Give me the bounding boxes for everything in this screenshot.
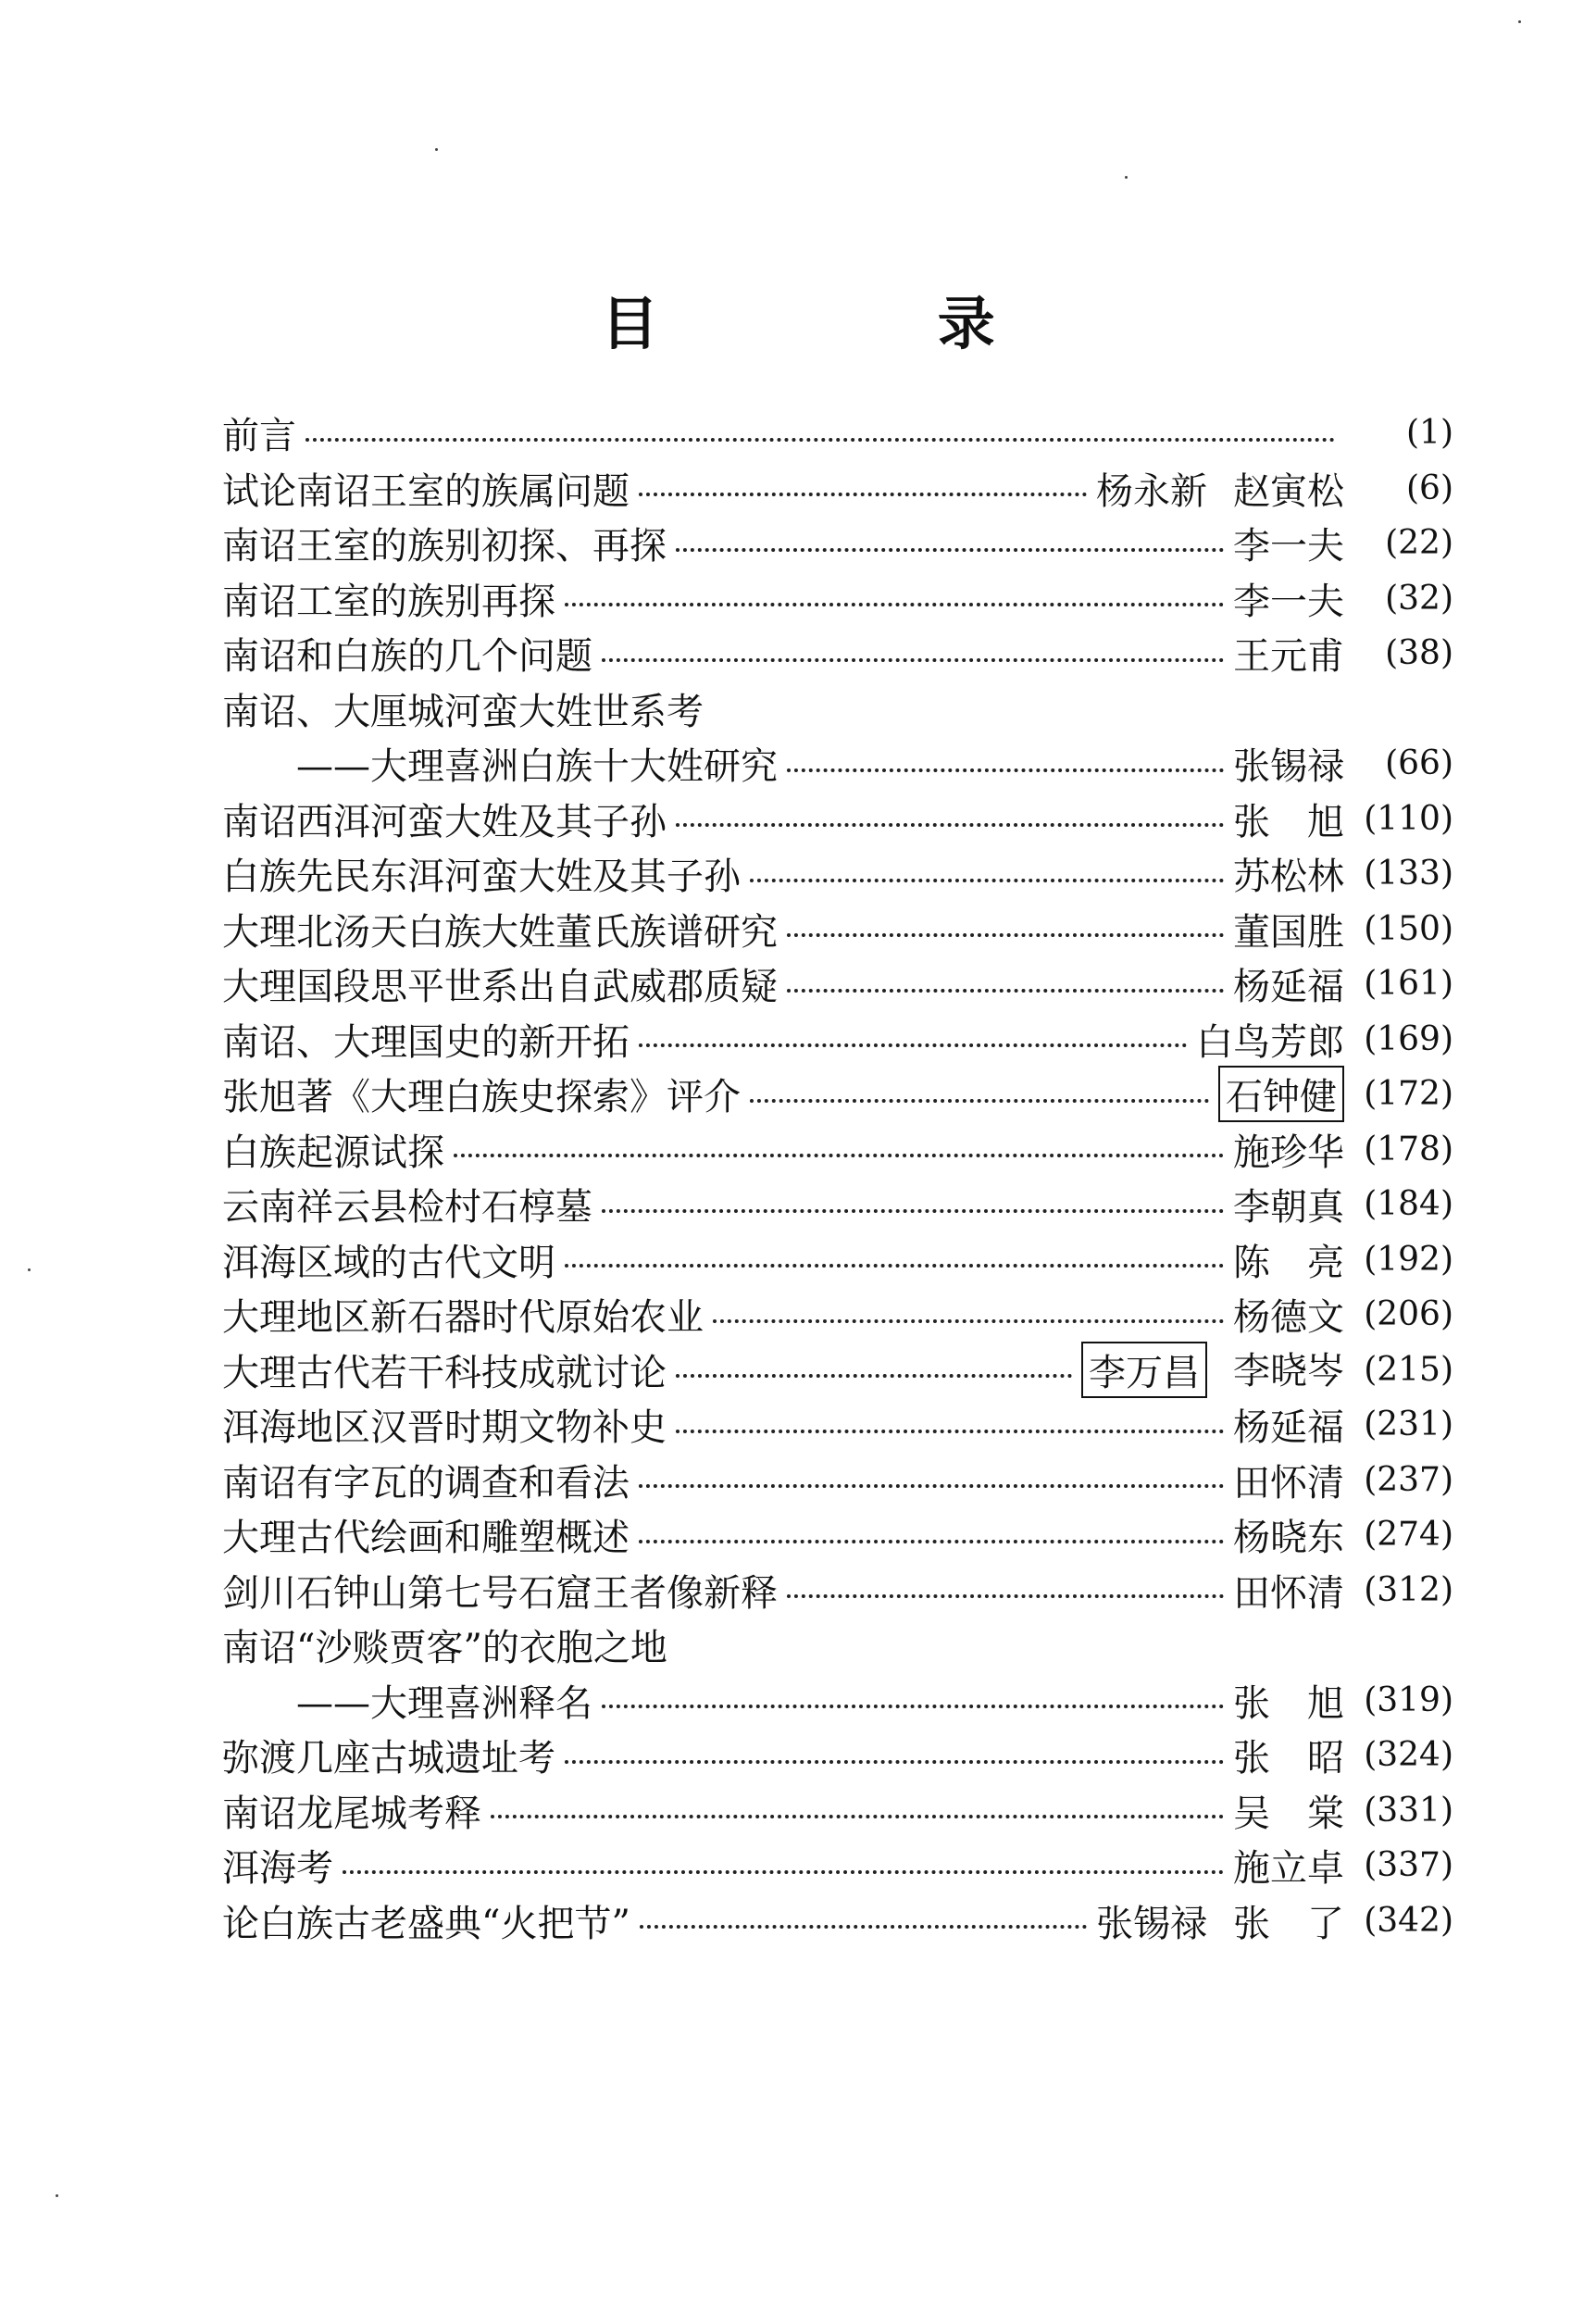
toc-entry-authors bbox=[1233, 572, 1344, 625]
author-name: 赵寅松 bbox=[1233, 469, 1344, 513]
toc-entry-title: 大理地区新石器时代原始农业 bbox=[222, 1296, 704, 1340]
toc-entry-title: 南诏、大理国史的新开拓 bbox=[222, 1020, 630, 1064]
dot-leader bbox=[602, 656, 1224, 662]
author-name: 杨晓东 bbox=[1233, 1517, 1344, 1560]
dot-leader bbox=[787, 987, 1224, 993]
dot-leader bbox=[639, 1538, 1224, 1543]
toc-entry[interactable] bbox=[222, 461, 1453, 517]
toc-entry-title: 大理北汤天白族大姓董氏族谱研究 bbox=[222, 910, 778, 954]
toc-entry[interactable] bbox=[222, 1563, 1453, 1618]
author-name: 田怀清 bbox=[1233, 1571, 1344, 1615]
page-number: (66) bbox=[1385, 744, 1453, 783]
toc-entry-title: 大理古代绘画和雕塑概述 bbox=[222, 1517, 630, 1560]
toc-entry-authors bbox=[1233, 903, 1344, 956]
page-number: (342) bbox=[1364, 1901, 1453, 1940]
toc-entry-authors bbox=[1233, 517, 1344, 569]
toc-entry[interactable] bbox=[222, 792, 1453, 847]
toc-entry-title: 南诏龙尾城考释 bbox=[222, 1792, 481, 1835]
toc-entry-authors bbox=[1233, 1508, 1344, 1561]
toc-entry-title: 南诏工室的族别再探 bbox=[222, 580, 555, 623]
toc-entry-title: 南诏、大厘城河蛮大姓世系考 bbox=[222, 690, 704, 733]
dot-leader bbox=[565, 601, 1224, 606]
author-name: 杨永新 bbox=[1096, 469, 1207, 513]
toc-entry-authors bbox=[1096, 462, 1344, 515]
author-name: 李晓岑 bbox=[1233, 1349, 1344, 1393]
toc-entry[interactable] bbox=[222, 956, 1453, 1012]
toc-entry[interactable] bbox=[222, 1232, 1453, 1288]
toc-entry-authors bbox=[1233, 957, 1344, 1010]
page-number: (215) bbox=[1364, 1350, 1453, 1389]
toc-entry-authors bbox=[1233, 1674, 1344, 1727]
toc-entry-title: 弥渡几座古城遗址考 bbox=[222, 1737, 555, 1780]
toc-entry-authors bbox=[1233, 1233, 1344, 1286]
toc-entry[interactable] bbox=[222, 1783, 1453, 1839]
scan-speck bbox=[435, 148, 438, 151]
toc-entry-authors bbox=[1096, 1894, 1344, 1947]
page-number: (237) bbox=[1364, 1460, 1453, 1499]
author-name: 吴 棠 bbox=[1233, 1792, 1344, 1835]
toc-entry[interactable] bbox=[222, 1893, 1453, 1949]
page-number: (184) bbox=[1364, 1185, 1453, 1224]
toc-entry-title: 洱海地区汉晋时期文物补史 bbox=[222, 1406, 667, 1450]
author-name: 李万昌 bbox=[1081, 1342, 1207, 1398]
toc-entry-authors bbox=[1233, 1398, 1344, 1451]
toc-entry-authors bbox=[1233, 847, 1344, 900]
page-number: (22) bbox=[1385, 524, 1453, 563]
page-number: (206) bbox=[1364, 1295, 1453, 1334]
dot-leader bbox=[343, 1868, 1224, 1874]
author-name: 杨延福 bbox=[1233, 966, 1344, 1009]
page-number: (312) bbox=[1364, 1570, 1453, 1609]
toc-entry-title: 大理古代若干科技成就讨论 bbox=[222, 1351, 667, 1394]
toc-entry-authors bbox=[1233, 1729, 1344, 1781]
author-name: 杨德文 bbox=[1233, 1296, 1344, 1340]
author-name: 田怀清 bbox=[1233, 1461, 1344, 1505]
toc-entry-authors bbox=[1233, 1123, 1344, 1176]
toc-entry[interactable] bbox=[222, 902, 1453, 957]
toc-entry-authors bbox=[1233, 1288, 1344, 1341]
author-name: 李朝真 bbox=[1233, 1186, 1344, 1230]
toc-entry[interactable] bbox=[222, 1397, 1453, 1453]
toc-entry-authors bbox=[1233, 627, 1344, 680]
scan-speck bbox=[56, 2194, 58, 2197]
dot-leader bbox=[454, 1152, 1224, 1157]
toc-entry-title: 南诏西洱河蛮大姓及其子孙 bbox=[222, 800, 667, 843]
dot-leader bbox=[491, 1813, 1224, 1818]
toc-entry[interactable] bbox=[222, 1287, 1453, 1343]
toc-entry[interactable] bbox=[222, 406, 1453, 461]
toc-entry[interactable] bbox=[222, 516, 1453, 571]
page-number: (319) bbox=[1364, 1680, 1453, 1719]
toc-entry[interactable] bbox=[222, 1453, 1453, 1508]
toc-entry[interactable] bbox=[222, 1728, 1453, 1783]
toc-entry-authors bbox=[1233, 1454, 1344, 1506]
author-name: 施珍华 bbox=[1233, 1131, 1344, 1174]
page-title: 目 录 bbox=[601, 290, 1125, 357]
toc-entry-title: 白族先民东洱河蛮大姓及其子孙 bbox=[222, 856, 741, 899]
dot-leader bbox=[787, 1593, 1224, 1598]
toc-entry[interactable] bbox=[222, 1177, 1453, 1232]
page-number: (110) bbox=[1364, 799, 1453, 838]
author-name: 张 昭 bbox=[1233, 1737, 1344, 1780]
author-name: 白鸟芳郎 bbox=[1196, 1020, 1344, 1064]
toc-entry[interactable] bbox=[222, 571, 1453, 627]
dot-leader bbox=[602, 1703, 1224, 1708]
page-number: (169) bbox=[1364, 1019, 1453, 1058]
dot-leader bbox=[602, 1207, 1224, 1213]
author-name: 石钟健 bbox=[1218, 1066, 1344, 1122]
page-number: (38) bbox=[1385, 634, 1453, 673]
toc-entry-title: 南诏“沙赕贾客”的衣胞之地 bbox=[222, 1627, 667, 1670]
dot-leader bbox=[676, 1372, 1072, 1378]
table-of-contents bbox=[222, 406, 1453, 1948]
page-number: (337) bbox=[1364, 1846, 1453, 1885]
page-number: (192) bbox=[1364, 1240, 1453, 1279]
page-number: (150) bbox=[1364, 909, 1453, 948]
author-name: 张锡禄 bbox=[1096, 1902, 1207, 1945]
toc-entry-authors bbox=[1218, 1066, 1344, 1122]
author-name: 张 了 bbox=[1233, 1902, 1344, 1945]
toc-entry[interactable] bbox=[222, 1618, 1453, 1673]
toc-entry-authors bbox=[1081, 1342, 1344, 1398]
toc-entry-title: 云南祥云县检村石椁墓 bbox=[222, 1186, 592, 1230]
page-number: (32) bbox=[1385, 579, 1453, 618]
toc-entry-authors bbox=[1233, 1564, 1344, 1617]
toc-entry-title: 南诏有字瓦的调查和看法 bbox=[222, 1461, 630, 1505]
toc-entry-title: 论白族古老盛典“火把节” bbox=[222, 1902, 630, 1945]
author-name: 苏松林 bbox=[1233, 856, 1344, 899]
author-name: 张 旭 bbox=[1233, 800, 1344, 843]
toc-entry[interactable] bbox=[222, 1507, 1453, 1563]
page-number: (178) bbox=[1364, 1130, 1453, 1168]
author-name: 杨延福 bbox=[1233, 1406, 1344, 1450]
toc-entry-title: 前言 bbox=[222, 415, 296, 458]
scan-speck bbox=[1125, 176, 1128, 179]
toc-entry[interactable] bbox=[222, 736, 1453, 792]
dot-leader bbox=[676, 546, 1224, 552]
page-number: (6) bbox=[1406, 468, 1453, 507]
author-name: 李一夫 bbox=[1233, 525, 1344, 568]
toc-entry[interactable] bbox=[222, 626, 1453, 681]
page-number: (274) bbox=[1364, 1516, 1453, 1555]
dot-leader bbox=[676, 821, 1224, 827]
scan-speck bbox=[28, 1268, 31, 1271]
toc-entry-authors bbox=[1196, 1013, 1344, 1066]
toc-entry[interactable] bbox=[222, 1838, 1453, 1893]
dot-leader bbox=[640, 1923, 1087, 1929]
dot-leader bbox=[305, 436, 1335, 442]
page-number: (161) bbox=[1364, 965, 1453, 1004]
toc-entry[interactable] bbox=[222, 1673, 1453, 1729]
toc-entry-title: ——大理喜洲释名 bbox=[296, 1681, 592, 1725]
dot-leader bbox=[787, 767, 1224, 772]
toc-entry-authors bbox=[1233, 1839, 1344, 1892]
toc-entry-authors bbox=[1233, 737, 1344, 790]
toc-entry-title: 试论南诏王室的族属问题 bbox=[222, 469, 630, 513]
author-name: 张锡禄 bbox=[1233, 745, 1344, 789]
toc-entry[interactable] bbox=[222, 1343, 1453, 1398]
dot-leader bbox=[639, 1042, 1187, 1047]
author-name: 董国胜 bbox=[1233, 910, 1344, 954]
toc-entry[interactable] bbox=[222, 1067, 1453, 1122]
toc-entry-authors bbox=[1233, 1178, 1344, 1230]
author-name: 李一夫 bbox=[1233, 580, 1344, 623]
dot-leader bbox=[565, 1262, 1224, 1268]
author-name: 陈 亮 bbox=[1233, 1241, 1344, 1284]
toc-entry[interactable] bbox=[222, 846, 1453, 902]
toc-entry-title: 南诏王室的族别初探、再探 bbox=[222, 525, 667, 568]
author-name: 王元甫 bbox=[1233, 635, 1344, 679]
toc-entry-title: ——大理喜洲白族十大姓研究 bbox=[296, 745, 778, 789]
author-name: 施立卓 bbox=[1233, 1847, 1344, 1891]
toc-entry-title: 白族起源试探 bbox=[222, 1131, 444, 1174]
dot-leader bbox=[676, 1428, 1224, 1433]
dot-leader bbox=[639, 1482, 1224, 1488]
toc-entry[interactable] bbox=[222, 1122, 1453, 1178]
dot-leader bbox=[750, 877, 1224, 882]
page-number: (324) bbox=[1364, 1736, 1453, 1775]
scan-speck bbox=[1518, 20, 1521, 23]
toc-entry-title: 南诏和白族的几个问题 bbox=[222, 635, 592, 679]
toc-entry-authors bbox=[1233, 1784, 1344, 1837]
toc-entry-title: 剑川石钟山第七号石窟王者像新释 bbox=[222, 1571, 778, 1615]
toc-entry-authors bbox=[1233, 793, 1344, 845]
page-number: (133) bbox=[1364, 855, 1453, 893]
page-number: (1) bbox=[1406, 414, 1453, 453]
page-number: (231) bbox=[1364, 1405, 1453, 1444]
page-number: (331) bbox=[1364, 1791, 1453, 1830]
dot-leader bbox=[787, 931, 1224, 937]
dot-leader bbox=[750, 1097, 1209, 1103]
toc-entry-title: 张旭著《大理白族史探索》评介 bbox=[222, 1076, 741, 1119]
toc-entry[interactable] bbox=[222, 681, 1453, 737]
toc-entry-title: 洱海区域的古代文明 bbox=[222, 1241, 555, 1284]
toc-entry-title: 大理国段思平世系出自武威郡质疑 bbox=[222, 966, 778, 1009]
toc-entry[interactable] bbox=[222, 1012, 1453, 1068]
toc-entry-title: 洱海考 bbox=[222, 1847, 333, 1891]
dot-leader bbox=[713, 1318, 1224, 1323]
dot-leader bbox=[639, 491, 1087, 496]
dot-leader bbox=[565, 1758, 1224, 1764]
author-name: 张 旭 bbox=[1233, 1681, 1344, 1725]
page-number: (172) bbox=[1364, 1075, 1453, 1114]
